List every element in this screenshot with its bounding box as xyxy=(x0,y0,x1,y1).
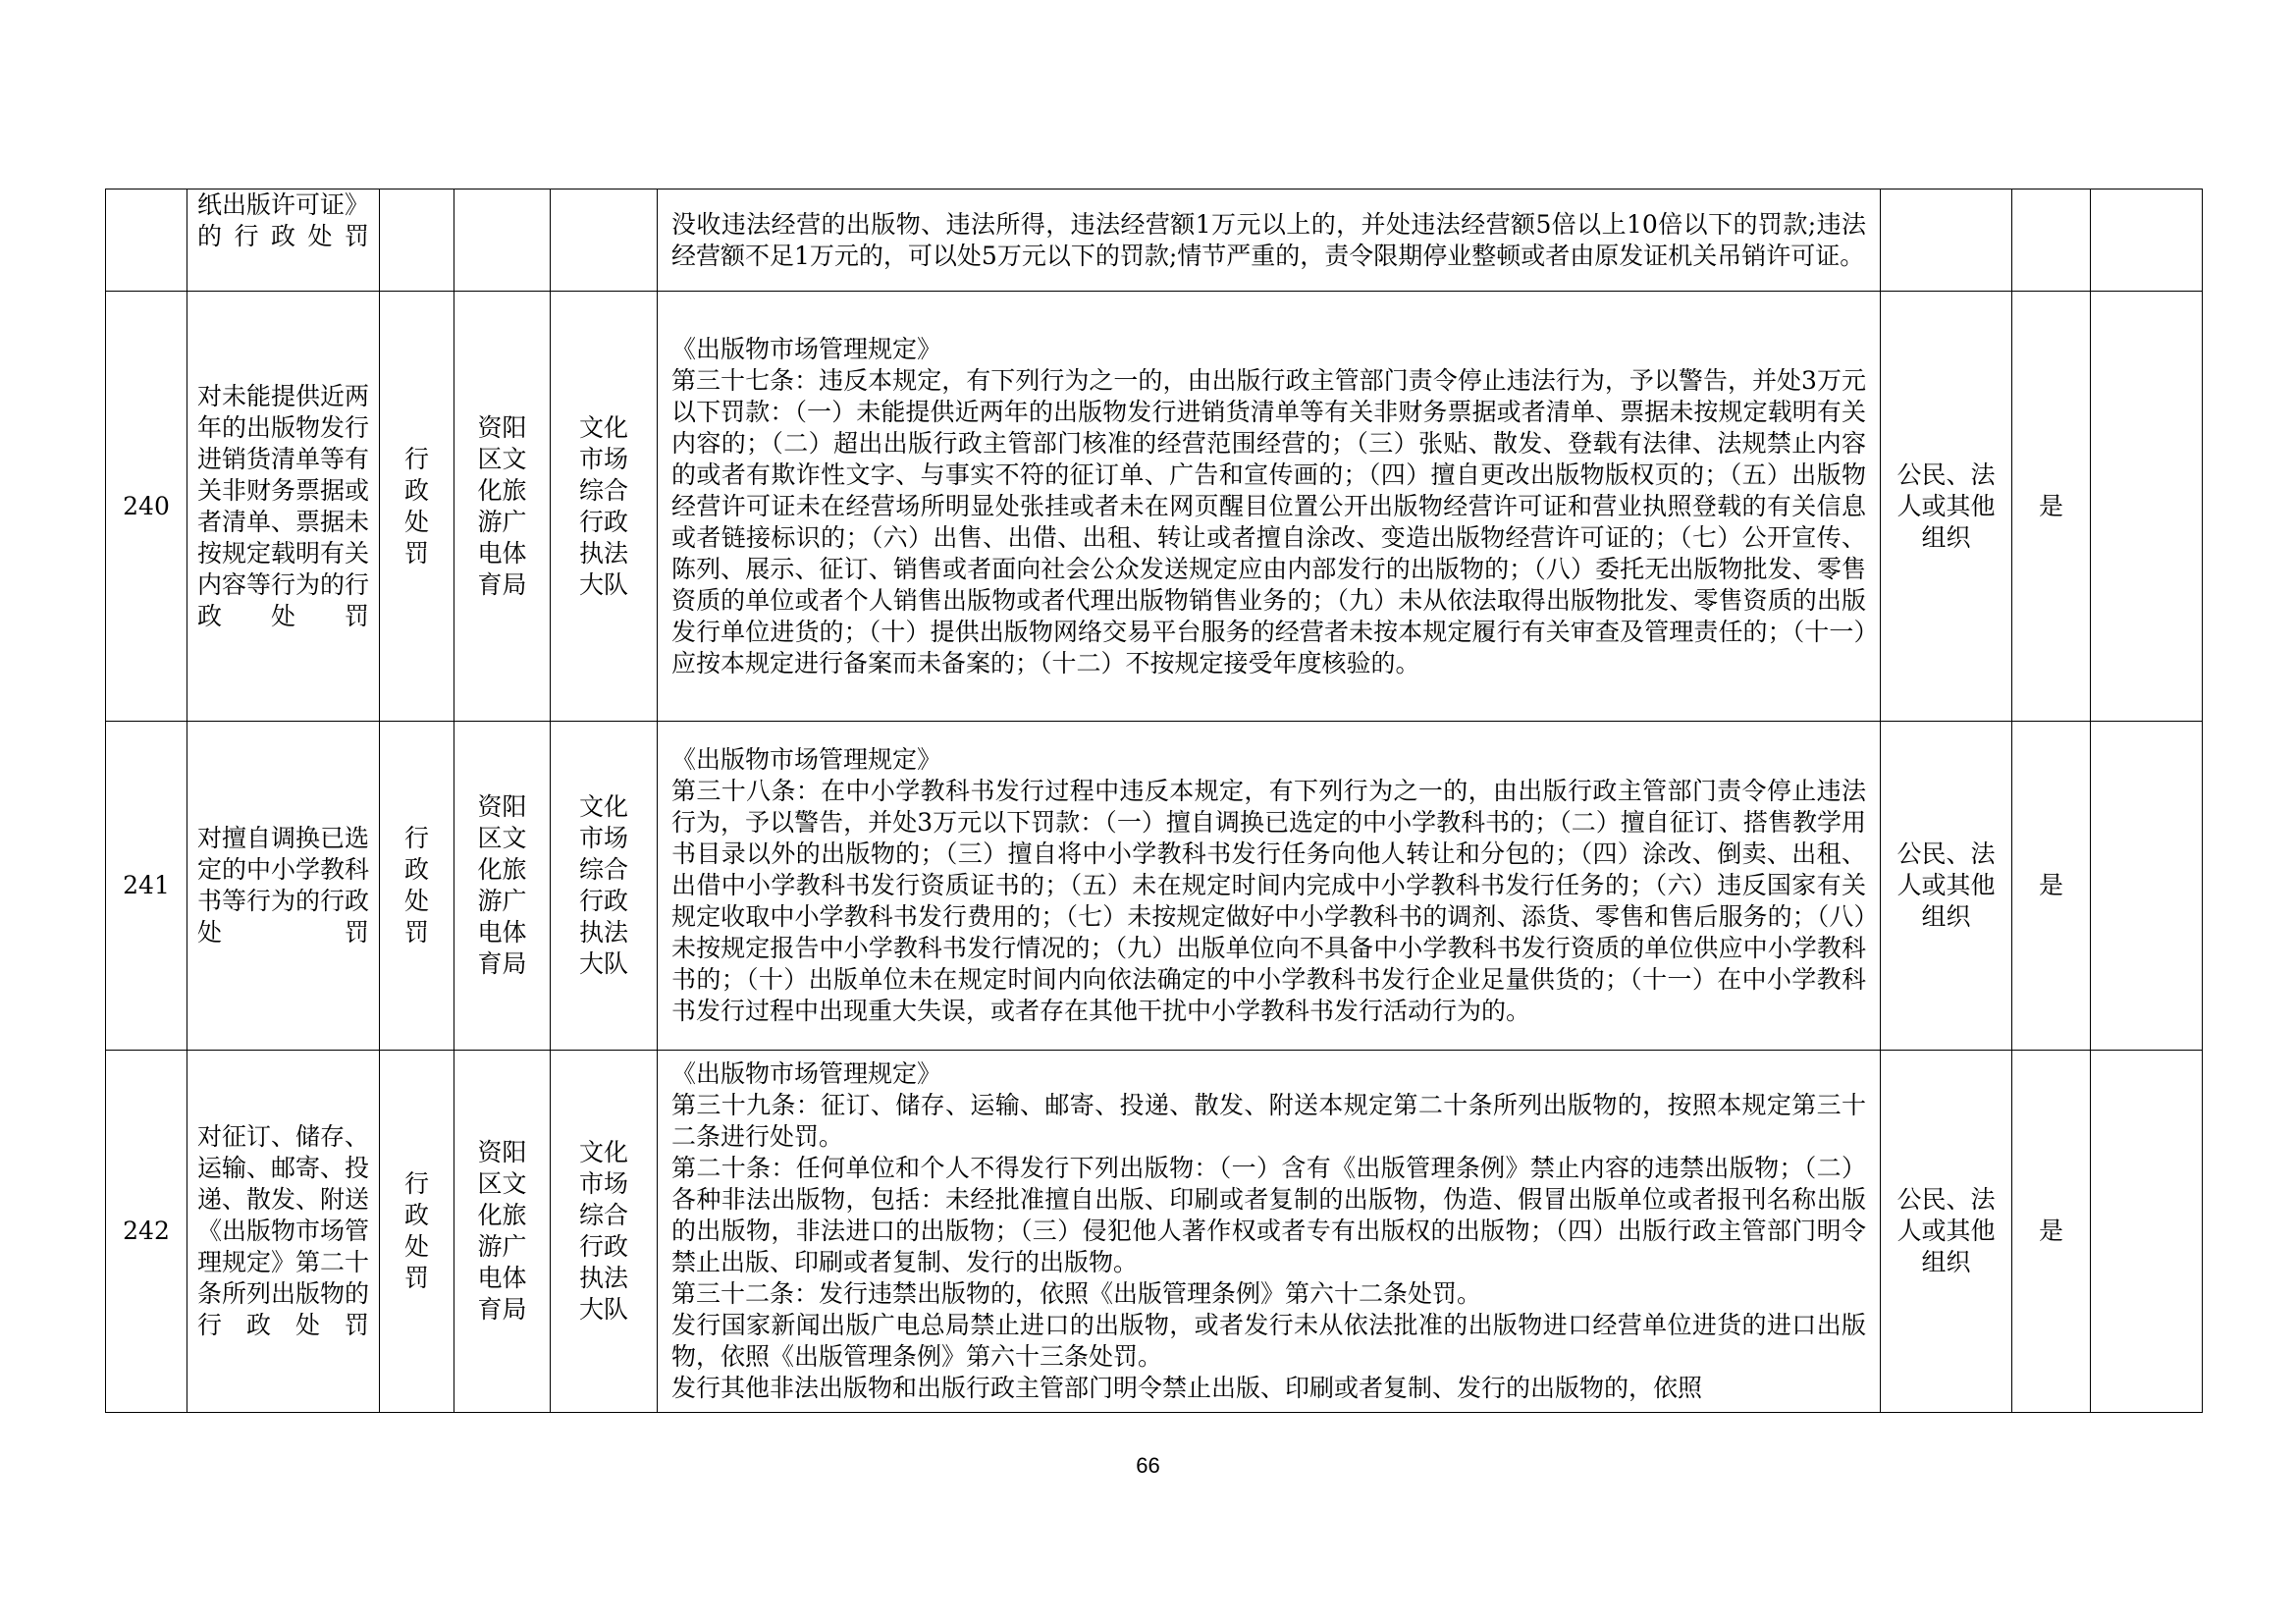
basis-line: 第三十九条：征订、储存、运输、邮寄、投递、散发、附送本规定第二十条所列出版物的，按照本规定第三十二条进行处罚。 xyxy=(671,1091,1866,1151)
remarks xyxy=(2091,1051,2203,1413)
basis-line: 发行国家新闻出版广电总局禁止进口的出版物，或者发行未从依法批准的出版物进口经营单位进货的进口出版物，依照《出版管理条例》第六十三条处罚。 xyxy=(671,1311,1866,1371)
basis-line: 《出版物市场管理规定》 xyxy=(671,1059,942,1088)
item-type xyxy=(380,189,454,292)
executing-unit: 文化市场综合行政执法大队 xyxy=(551,292,658,722)
applicable-flag: 是 xyxy=(2012,722,2091,1051)
basis-line: 没收违法经营的出版物、违法所得，违法经营额1万元以上的，并处违法经营额5倍以上10倍以下的罚款;违法经营额不足1万元的，可以处5万元以下的罚款;情节严重的，责令限期停业整顿或者由原发证机关吊销许可证。 xyxy=(671,209,1866,270)
target-object: 公民、法人或其他组织 xyxy=(1881,292,2012,722)
legal-basis xyxy=(658,292,1881,722)
basis-line: 《出版物市场管理规定》 xyxy=(671,334,942,363)
table-row xyxy=(106,722,2203,1051)
target-object: 公民、法人或其他组织 xyxy=(1881,722,2012,1051)
department xyxy=(454,189,551,292)
executing-unit: 文化市场综合行政执法大队 xyxy=(551,722,658,1051)
legal-basis xyxy=(658,189,1881,292)
table-row xyxy=(106,189,2203,292)
department: 资阳区文化旅游广电体育局 xyxy=(454,1051,551,1413)
target-object: 公民、法人或其他组织 xyxy=(1881,1051,2012,1413)
legal-basis xyxy=(658,722,1881,1051)
basis-line: 《出版物市场管理规定》 xyxy=(671,745,942,774)
item-name: 对征订、储存、运输、邮寄、投递、散发、附送《出版物市场管理规定》第二十条所列出版物的行政处罚 xyxy=(187,1051,380,1413)
basis-line: 第三十七条：违反本规定，有下列行为之一的，由出版行政主管部门责令停止违法行为，予以警告，并处3万元以下罚款：（一）未能提供近两年的出版物发行进销货清单等有关非财务票据或者清单、票据未按规定载明有关内容的；（二）超出出版行政主管部门核准的经营范围经营的；（三）张贴、散发、登载有法律、法规禁止内容的或者有欺诈性文字、与事实不符的征订单、广告和宣传画的；（四）擅自更改出版物版权页的；（五）出版物经营许可证未在经营场所明显处张挂或者未在网页醒目位置公开出版物经营许可证和营业执照登载的有关信息或者链接标识的；（六）出售、出借、出租、转让或者擅自涂改、变造出版物经营许可证的；（七）公开宣传、陈列、展示、征订、销售或者面向社会公众发送规定应由内部发行的出版物的；（八）委托无出版物批发、零售资质的单位或者个人销售出版物或者代理出版物销售业务的；（九）未从依法取得出版物批发、零售资质的出版发行单位进货的；（十）提供出版物网络交易平台服务的经营者未按本规定履行有关审查及管理责任的；（十一）应按本规定进行备案而未备案的；（十二）不按规定接受年度核验的。 xyxy=(671,365,1866,677)
row-number: 241 xyxy=(106,722,187,1051)
applicable-flag: 是 xyxy=(2012,1051,2091,1413)
table-row xyxy=(106,292,2203,722)
row-number: 240 xyxy=(106,292,187,722)
item-type: 行政处罚 xyxy=(380,292,454,722)
applicable-flag xyxy=(2012,189,2091,292)
item-type: 行政处罚 xyxy=(380,1051,454,1413)
executing-unit xyxy=(551,189,658,292)
item-name: 纸出版许可证》的行政处罚 xyxy=(187,189,380,292)
page-number: 66 xyxy=(1136,1453,1160,1478)
remarks xyxy=(2091,722,2203,1051)
basis-line: 第三十二条：发行违禁出版物的，依照《出版管理条例》第六十二条处罚。 xyxy=(671,1279,1482,1308)
item-name: 对擅自调换已选定的中小学教科书等行为的行政处罚 xyxy=(187,722,380,1051)
department: 资阳区文化旅游广电体育局 xyxy=(454,292,551,722)
target-object xyxy=(1881,189,2012,292)
basis-line: 发行其他非法出版物和出版行政主管部门明令禁止出版、印刷或者复制、发行的出版物的，依照 xyxy=(671,1374,1703,1402)
remarks xyxy=(2091,292,2203,722)
applicable-flag: 是 xyxy=(2012,292,2091,722)
row-number: 242 xyxy=(106,1051,187,1413)
department: 资阳区文化旅游广电体育局 xyxy=(454,722,551,1051)
executing-unit: 文化市场综合行政执法大队 xyxy=(551,1051,658,1413)
basis-line: 第二十条：任何单位和个人不得发行下列出版物：（一）含有《出版管理条例》禁止内容的违禁出版物；（二）各种非法出版物，包括：未经批准擅自出版、印刷或者复制的出版物，伪造、假冒出版单位或者报刊名称出版的出版物，非法进口的出版物；（三）侵犯他人著作权或者专有出版权的出版物；（四）出版行政主管部门明令禁止出版、印刷或者复制、发行的出版物。 xyxy=(671,1154,1866,1276)
table-row xyxy=(106,1051,2203,1413)
enforcement-table xyxy=(105,189,2203,1413)
remarks xyxy=(2091,189,2203,292)
item-name: 对未能提供近两年的出版物发行进销货清单等有关非财务票据或者清单、票据未按规定载明有关内容等行为的行政处罚 xyxy=(187,292,380,722)
row-number xyxy=(106,189,187,292)
legal-basis xyxy=(658,1051,1881,1413)
basis-line: 第三十八条：在中小学教科书发行过程中违反本规定，有下列行为之一的，由出版行政主管部门责令停止违法行为，予以警告，并处3万元以下罚款：（一）擅自调换已选定的中小学教科书的；（二）擅自征订、搭售教学用书目录以外的出版物的；（三）擅自将中小学教科书发行任务向他人转让和分包的；（四）涂改、倒卖、出租、出借中小学教科书发行资质证书的；（五）未在规定时间内完成中小学教科书发行任务的；（六）违反国家有关规定收取中小学教科书发行费用的；（七）未按规定做好中小学教科书的调剂、添货、零售和售后服务的；（八）未按规定报告中小学教科书发行情况的；（九）出版单位向不具备中小学教科书发行资质的单位供应中小学教科书的；（十）出版单位未在规定时间内向依法确定的中小学教科书发行企业足量供货的；（十一）在中小学教科书发行过程中出现重大失误，或者存在其他干扰中小学教科书发行活动行为的。 xyxy=(671,777,1866,1025)
item-type: 行政处罚 xyxy=(380,722,454,1051)
